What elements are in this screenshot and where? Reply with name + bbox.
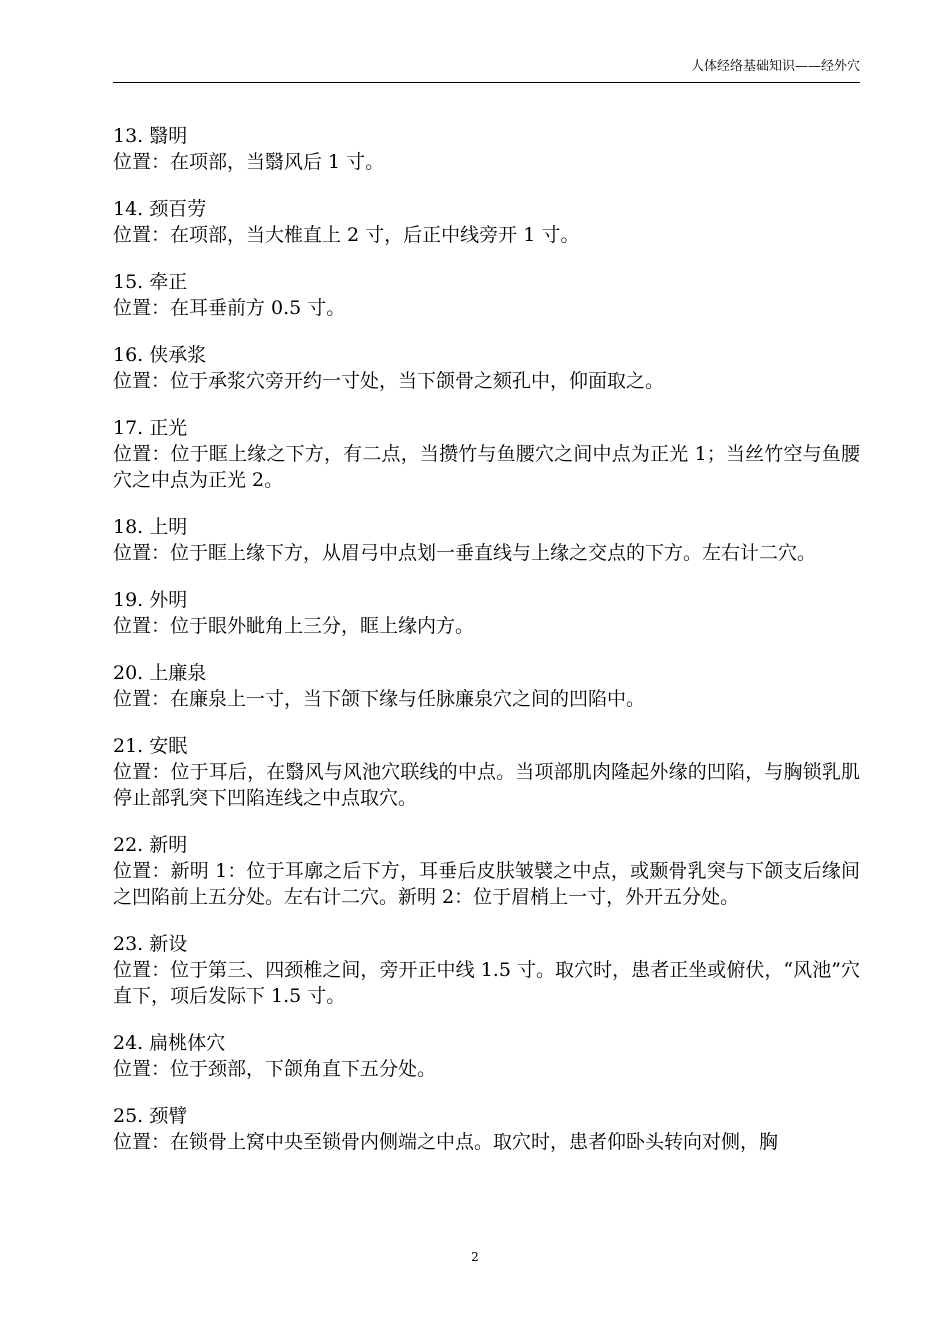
acupoint-title: 15. 牵正 bbox=[113, 271, 188, 293]
acupoint-entry bbox=[113, 196, 860, 248]
acupoint-position: 位置：位于耳后，在翳风与风池穴联线的中点。当项部肌肉隆起外缘的凹陷，与胸锁乳肌停止部乳突下凹陷连线之中点取穴。 bbox=[113, 761, 860, 809]
acupoint-entry bbox=[113, 123, 860, 175]
acupoint-entry bbox=[113, 415, 860, 493]
acupoint-position: 位置：在锁骨上窝中央至锁骨内侧端之中点。取穴时，患者仰卧头转向对侧，胸 bbox=[113, 1131, 779, 1153]
acupoint-position: 位置：位于第三、四颈椎之间，旁开正中线 1.5 寸。取穴时，患者正坐或俯伏，“风池”穴直下，项后发际下 1.5 寸。 bbox=[113, 959, 860, 1007]
acupoint-position: 位置：在廉泉上一寸，当下颌下缘与任脉廉泉穴之间的凹陷中。 bbox=[113, 688, 646, 710]
acupoint-position: 位置：位于颈部，下颌角直下五分处。 bbox=[113, 1058, 437, 1080]
acupoint-position: 位置：在耳垂前方 0.5 寸。 bbox=[113, 297, 346, 319]
acupoint-title: 16. 侠承浆 bbox=[113, 344, 207, 366]
acupoint-title: 14. 颈百劳 bbox=[113, 198, 207, 220]
acupoint-position: 位置：位于眼外眦角上三分，眶上缘内方。 bbox=[113, 615, 475, 637]
acupoint-position: 位置：位于眶上缘之下方，有二点，当攒竹与鱼腰穴之间中点为正光 1；当丝竹空与鱼腰穴之中点为正光 2。 bbox=[113, 443, 860, 491]
page-number: 2 bbox=[471, 1250, 479, 1264]
acupoint-entry bbox=[113, 342, 860, 394]
acupoint-position: 位置：位于眶上缘下方，从眉弓中点划一垂直线与上缘之交点的下方。左右计二穴。 bbox=[113, 542, 817, 564]
page-header: 人体经络基础知识——经外穴 bbox=[113, 58, 860, 83]
acupoint-title: 17. 正光 bbox=[113, 417, 188, 439]
acupoint-title: 25. 颈臂 bbox=[113, 1105, 188, 1127]
acupoint-entry bbox=[113, 1103, 860, 1155]
acupoint-entry bbox=[113, 269, 860, 321]
acupoint-entry bbox=[113, 587, 860, 639]
acupoint-entry bbox=[113, 931, 860, 1009]
acupoint-position: 位置：在项部，当翳风后 1 寸。 bbox=[113, 151, 385, 173]
acupoint-title: 23. 新设 bbox=[113, 933, 188, 955]
acupoint-entry bbox=[113, 660, 860, 712]
acupoint-title: 21. 安眠 bbox=[113, 735, 188, 757]
document-body bbox=[113, 123, 860, 1176]
acupoint-position: 位置：新明 1：位于耳廓之后下方，耳垂后皮肤皱襞之中点，或颞骨乳突与下颌支后缘间之凹陷前上五分处。左右计二穴。新明 2：位于眉梢上一寸，外开五分处。 bbox=[113, 860, 860, 908]
acupoint-position: 位置：在项部，当大椎直上 2 寸，后正中线旁开 1 寸。 bbox=[113, 224, 580, 246]
acupoint-entry bbox=[113, 1030, 860, 1082]
acupoint-entry bbox=[113, 733, 860, 811]
acupoint-title: 24. 扁桃体穴 bbox=[113, 1032, 226, 1054]
acupoint-entry bbox=[113, 514, 860, 566]
acupoint-title: 13. 翳明 bbox=[113, 125, 188, 147]
acupoint-entry bbox=[113, 832, 860, 910]
acupoint-title: 22. 新明 bbox=[113, 834, 188, 856]
acupoint-position: 位置：位于承浆穴旁开约一寸处，当下颌骨之颏孔中，仰面取之。 bbox=[113, 370, 665, 392]
acupoint-title: 20. 上廉泉 bbox=[113, 662, 207, 684]
acupoint-title: 18. 上明 bbox=[113, 516, 188, 538]
acupoint-title: 19. 外明 bbox=[113, 589, 188, 611]
